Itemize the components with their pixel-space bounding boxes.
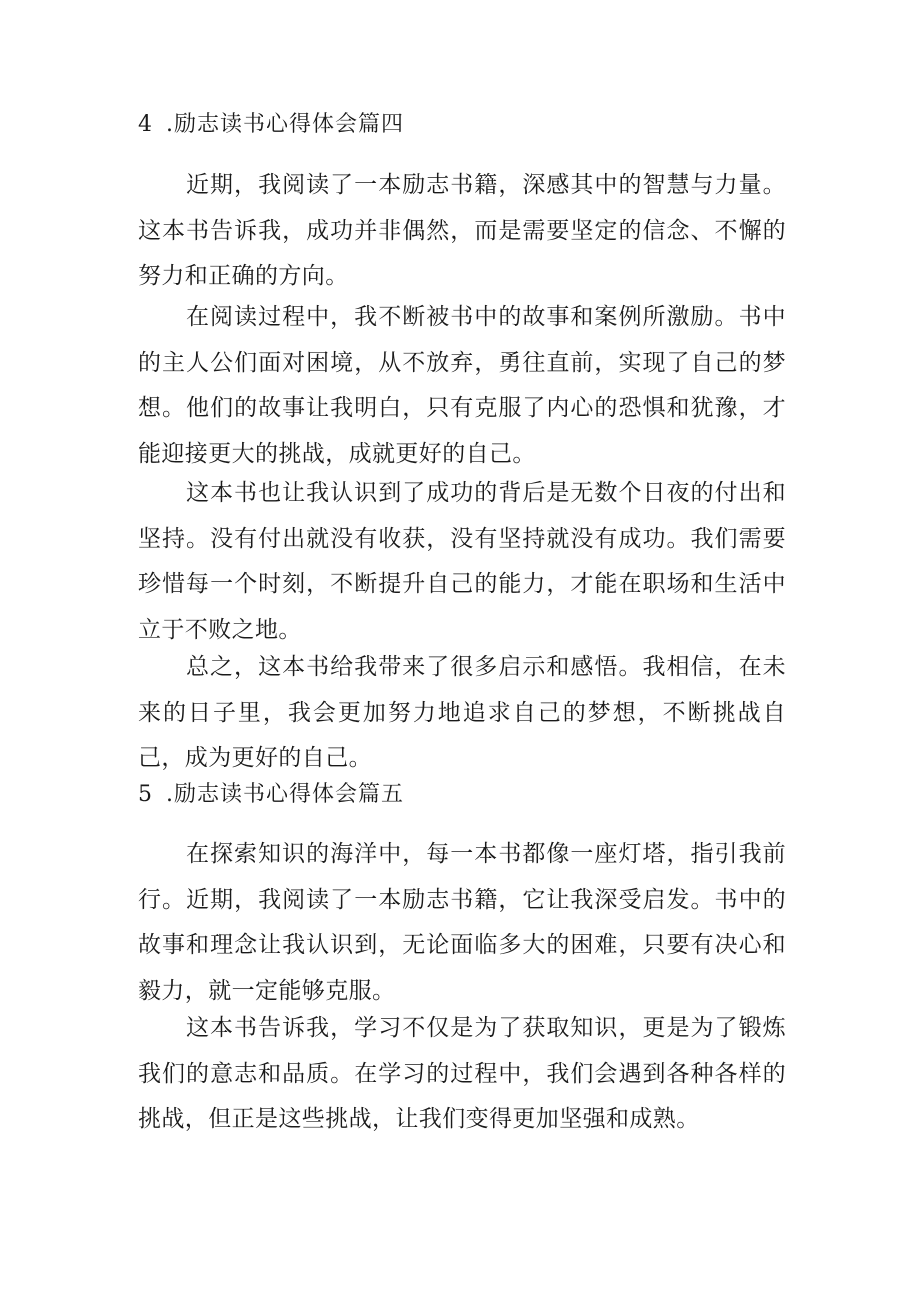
section-5-paragraph-1: 在探索知识的海洋中，每一本书都像一座灯塔，指引我前行。近期，我阅读了一本励志书籍，它让我深受启发。书中的故事和理念让我认识到，无论面临多大的困难，只要有决心和毅力，就一定能够克服。 (138, 841, 786, 1004)
section-5-paragraph-2: 这本书告诉我，学习不仅是为了获取知识，更是为了锻炼我们的意志和品质。在学习的过程中，我们会遇到各种各样的挑战，但正是这些挑战，让我们变得更加坚强和成熟。 (138, 1015, 786, 1132)
section-4-paragraph-2: 在阅读过程中，我不断被书中的故事和案例所激励。书中的主人公们面对困境，从不放弃，勇往直前，实现了自己的梦想。他们的故事让我明白，只有克服了内心的恐惧和犹豫，才能迎接更大的挑战，成就更好的自己。 (138, 304, 786, 467)
section-4-paragraph-1: 近期，我阅读了一本励志书籍，深感其中的智慧与力量。这本书告诉我，成功并非偶然，而是需要坚定的信念、不懈的努力和正确的方向。 (138, 172, 786, 289)
section-4-heading (138, 110, 798, 140)
section-5-number: 5 (138, 782, 153, 807)
section-5-heading (138, 780, 798, 810)
section-4-paragraph-4: 总之，这本书给我带来了很多启示和感悟。我相信，在未来的日子里，我会更加努力地追求自己的梦想，不断挑战自己，成为更好的自己。 (138, 654, 786, 771)
section-4-title: .励志读书心得体会篇四 (166, 112, 404, 137)
section-5-title: .励志读书心得体会篇五 (166, 782, 404, 807)
section-4-paragraph-3: 这本书也让我认识到了成功的背后是无数个日夜的付出和坚持。没有付出就没有收获，没有坚持就没有成功。我们需要珍惜每一个时刻，不断提升自己的能力，才能在职场和生活中立于不败之地。 (138, 480, 786, 643)
section-4-number: 4 (138, 112, 153, 137)
